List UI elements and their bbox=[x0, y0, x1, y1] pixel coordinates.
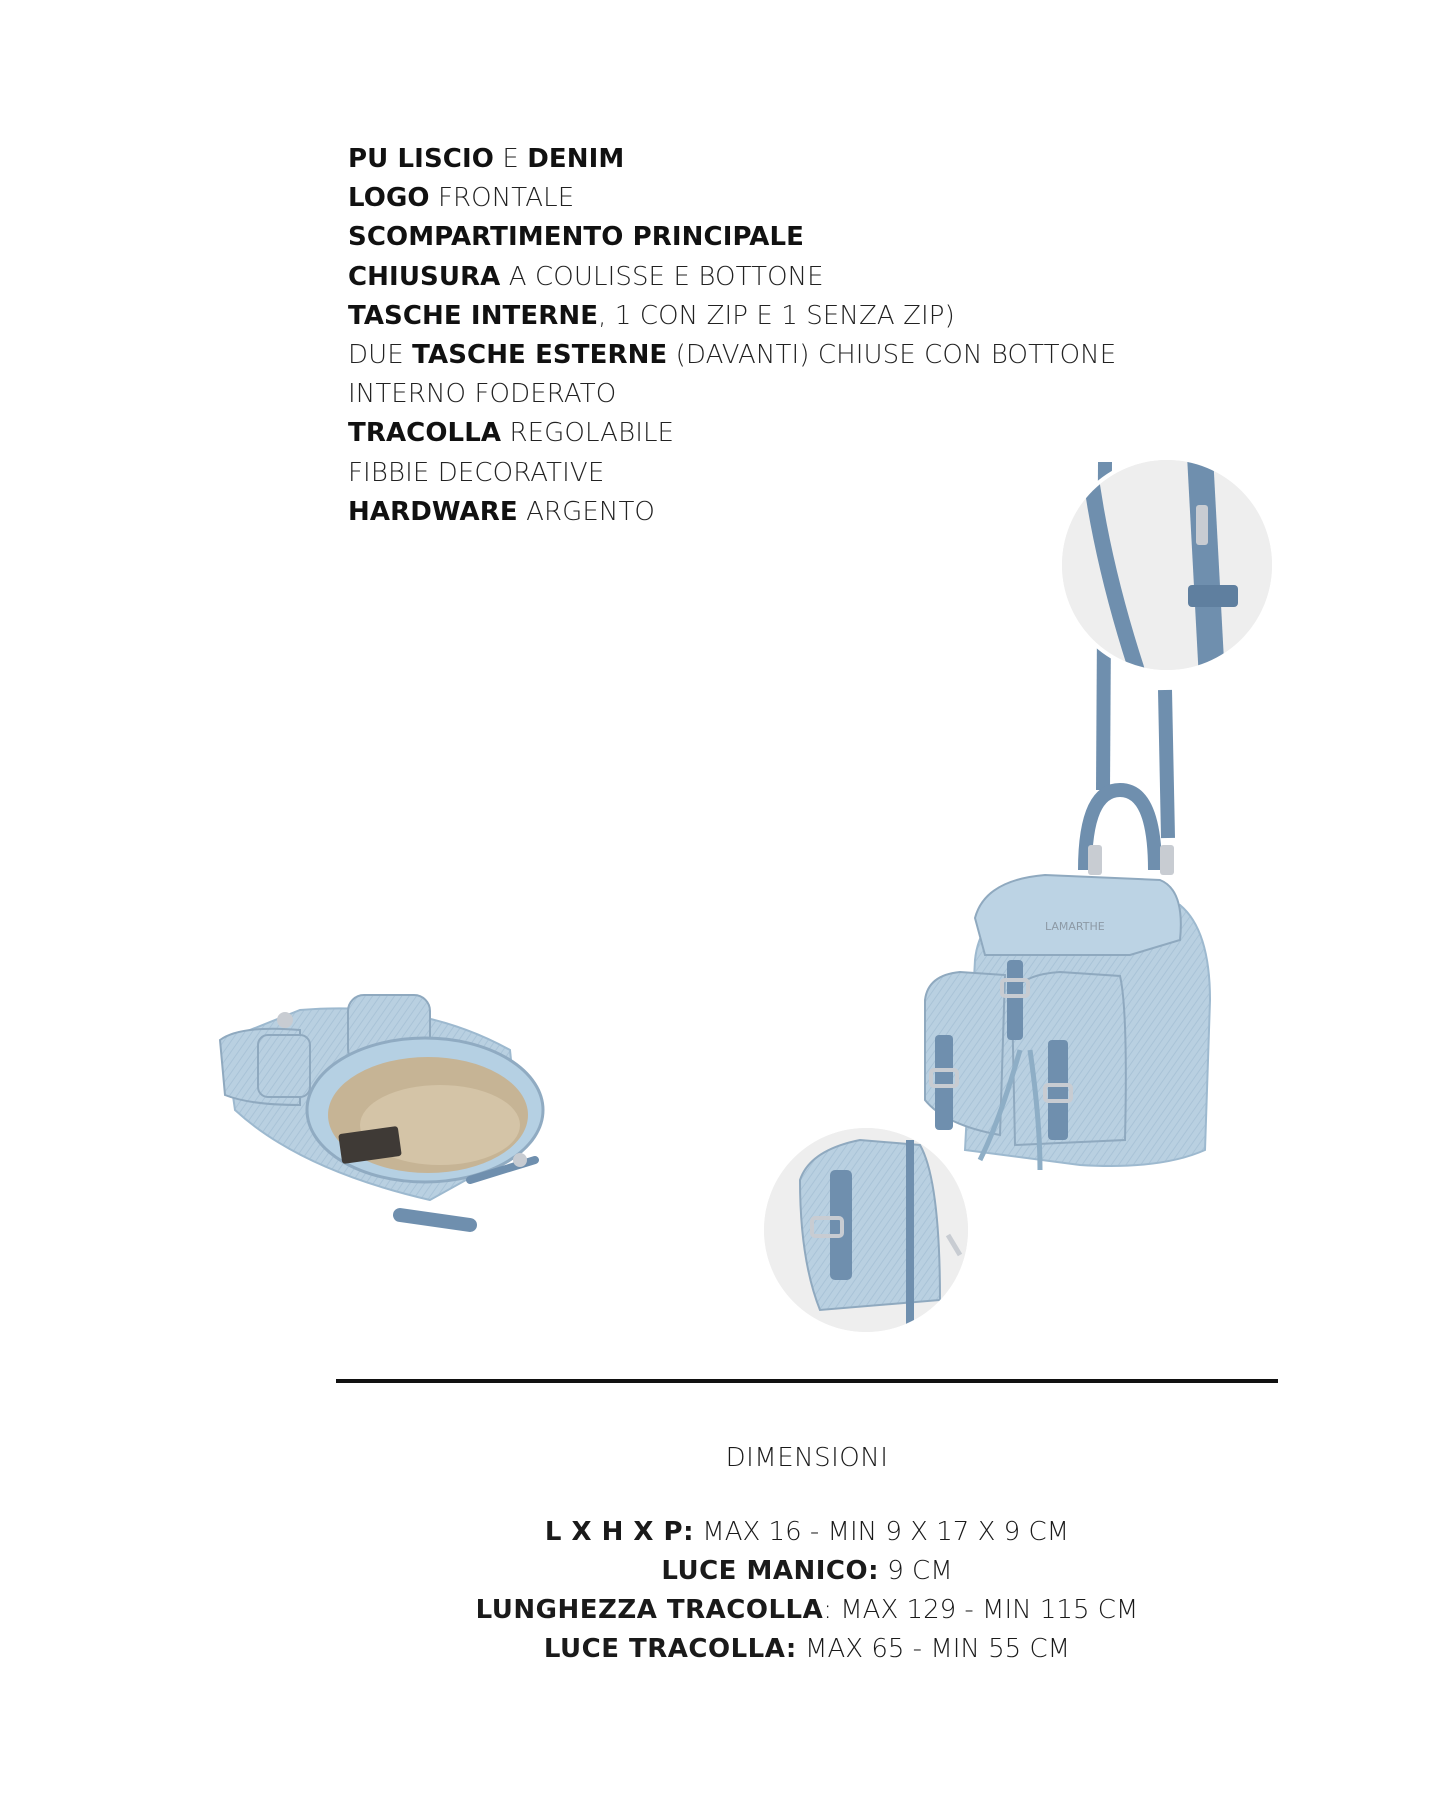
zoom-pocket-detail bbox=[760, 1125, 972, 1337]
feature-line: TRACOLLA REGOLABILE bbox=[348, 418, 675, 449]
feature-line: FIBBIE DECORATIVE bbox=[348, 457, 605, 488]
dimensions-heading: DIMENSIONI bbox=[725, 1443, 889, 1473]
feature-line: INTERNO FODERATO bbox=[348, 379, 617, 410]
feature-line: PU LISCIO E DENIM bbox=[348, 144, 625, 174]
dimension-row: LUCE TRACOLLA: MAX 65 - MIN 55 CM bbox=[543, 1634, 1071, 1664]
dimensions-section bbox=[336, 1443, 1278, 1669]
feature-line: SCOMPARTIMENTO PRINCIPALE bbox=[348, 222, 805, 253]
dimension-row: LUNGHEZZA TRACOLLA: MAX 129 - MIN 115 CM bbox=[475, 1595, 1139, 1625]
bag-logo: LAMARTHE bbox=[1045, 920, 1105, 933]
feature-line: DUE TASCHE ESTERNE (DAVANTI) CHIUSE CON BOTTONE bbox=[348, 340, 1117, 371]
feature-line: LOGO FRONTALE bbox=[348, 183, 575, 214]
feature-line: CHIUSURA A COULISSE E BOTTONE bbox=[348, 261, 824, 292]
section-divider bbox=[336, 1379, 1278, 1383]
dimension-row: L X H X P: MAX 16 - MIN 9 X 17 X 9 CM bbox=[544, 1517, 1070, 1547]
feature-line: TASCHE INTERNE, 1 CON ZIP E 1 SENZA ZIP) bbox=[348, 300, 955, 331]
dimension-row: LUCE MANICO: 9 CM bbox=[661, 1556, 953, 1586]
zoom-strap-detail bbox=[1060, 455, 1280, 680]
bag-open-top-view bbox=[220, 995, 543, 1225]
feature-line: HARDWARE ARGENTO bbox=[348, 496, 655, 527]
